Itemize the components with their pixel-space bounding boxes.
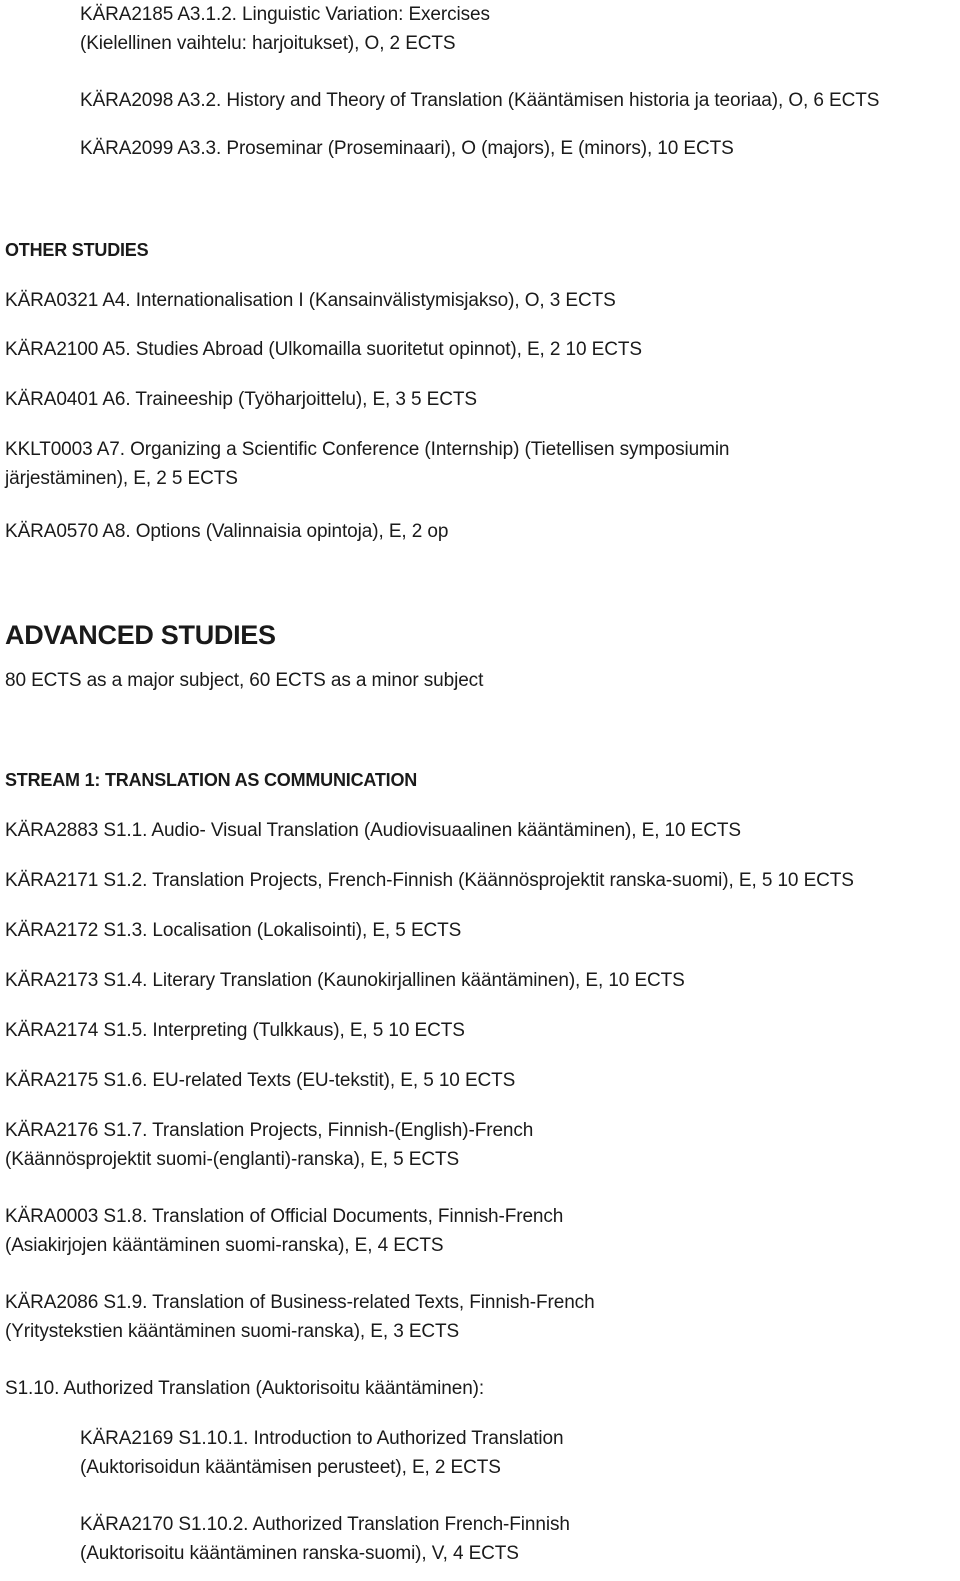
course-entry-line: KÄRA2172 S1.3. Localisation (Lokalisointi), E, 5 ECTS	[5, 920, 462, 941]
course-entry-line: KÄRA2176 S1.7. Translation Projects, Finnish-(English)-French	[5, 1120, 534, 1141]
course-entry-line: järjestäminen), E, 2 5 ECTS	[5, 468, 238, 489]
course-entry-line: KÄRA0321 A4. Internationalisation I (Kansainvälistymisjakso), O, 3 ECTS	[5, 290, 616, 311]
course-entry-line: KÄRA0003 S1.8. Translation of Official Documents, Finnish-French	[5, 1206, 564, 1227]
course-entry-line: (Käännösprojektit suomi-(englanti)-ranska), E, 5 ECTS	[5, 1149, 460, 1170]
course-entry-line: KKLT0003 A7. Organizing a Scientific Conference (Internship) (Tietellisen symposiumin	[5, 439, 730, 460]
course-entry-line: KÄRA2098 A3.2. History and Theory of Translation (Kääntämisen historia ja teoriaa), O, 6 ECTS	[80, 90, 880, 111]
stream-heading: STREAM 1: TRANSLATION AS COMMUNICATION	[5, 770, 418, 790]
course-entry-line: KÄRA2185 A3.1.2. Linguistic Variation: Exercises	[80, 4, 490, 25]
course-entry-line: KÄRA2086 S1.9. Translation of Business-related Texts, Finnish-French	[5, 1292, 595, 1313]
course-entry-line: KÄRA2175 S1.6. EU-related Texts (EU-tekstit), E, 5 10 ECTS	[5, 1070, 516, 1091]
section-title-advanced-studies: ADVANCED STUDIES	[5, 620, 276, 650]
course-entry-line: S1.10. Authorized Translation (Auktorisoitu kääntäminen):	[5, 1378, 485, 1399]
course-entry-line: (Yritystekstien kääntäminen suomi-ranska), E, 3 ECTS	[5, 1321, 460, 1342]
section-subtitle: 80 ECTS as a major subject, 60 ECTS as a minor subject	[5, 670, 484, 691]
course-entry-line: KÄRA2883 S1.1. Audio- Visual Translation (Audiovisuaalinen kääntäminen), E, 10 ECTS	[5, 820, 741, 841]
course-subentry-line: (Auktorisoidun kääntämisen perusteet), E, 2 ECTS	[80, 1457, 501, 1478]
course-entry-line: KÄRA0401 A6. Traineeship (Työharjoittelu), E, 3 5 ECTS	[5, 389, 477, 410]
course-entry-line: KÄRA2100 A5. Studies Abroad (Ulkomailla suoritetut opinnot), E, 2 10 ECTS	[5, 339, 642, 360]
course-entry-line: KÄRA2173 S1.4. Literary Translation (Kaunokirjallinen kääntäminen), E, 10 ECTS	[5, 970, 685, 991]
course-entry-line: KÄRA2099 A3.3. Proseminar (Proseminaari), O (majors), E (minors), 10 ECTS	[80, 138, 734, 159]
course-subentry-line: (Auktorisoitu kääntäminen ranska-suomi), V, 4 ECTS	[80, 1543, 519, 1564]
course-entry-line: (Asiakirjojen kääntäminen suomi-ranska), E, 4 ECTS	[5, 1235, 444, 1256]
course-entry-line: KÄRA0570 A8. Options (Valinnaisia opintoja), E, 2 op	[5, 521, 449, 542]
course-entry-line: KÄRA2171 S1.2. Translation Projects, French-Finnish (Käännösprojektit ranska-suomi), E, 5 10 ECTS	[5, 870, 854, 891]
section-heading-other-studies: OTHER STUDIES	[5, 240, 149, 260]
course-subentry-line: KÄRA2169 S1.10.1. Introduction to Authorized Translation	[80, 1428, 564, 1449]
course-subentry-line: KÄRA2170 S1.10.2. Authorized Translation French-Finnish	[80, 1514, 570, 1535]
course-entry-line: KÄRA2174 S1.5. Interpreting (Tulkkaus), E, 5 10 ECTS	[5, 1020, 465, 1041]
course-entry-line: (Kielellinen vaihtelu: harjoitukset), O, 2 ECTS	[80, 33, 456, 54]
